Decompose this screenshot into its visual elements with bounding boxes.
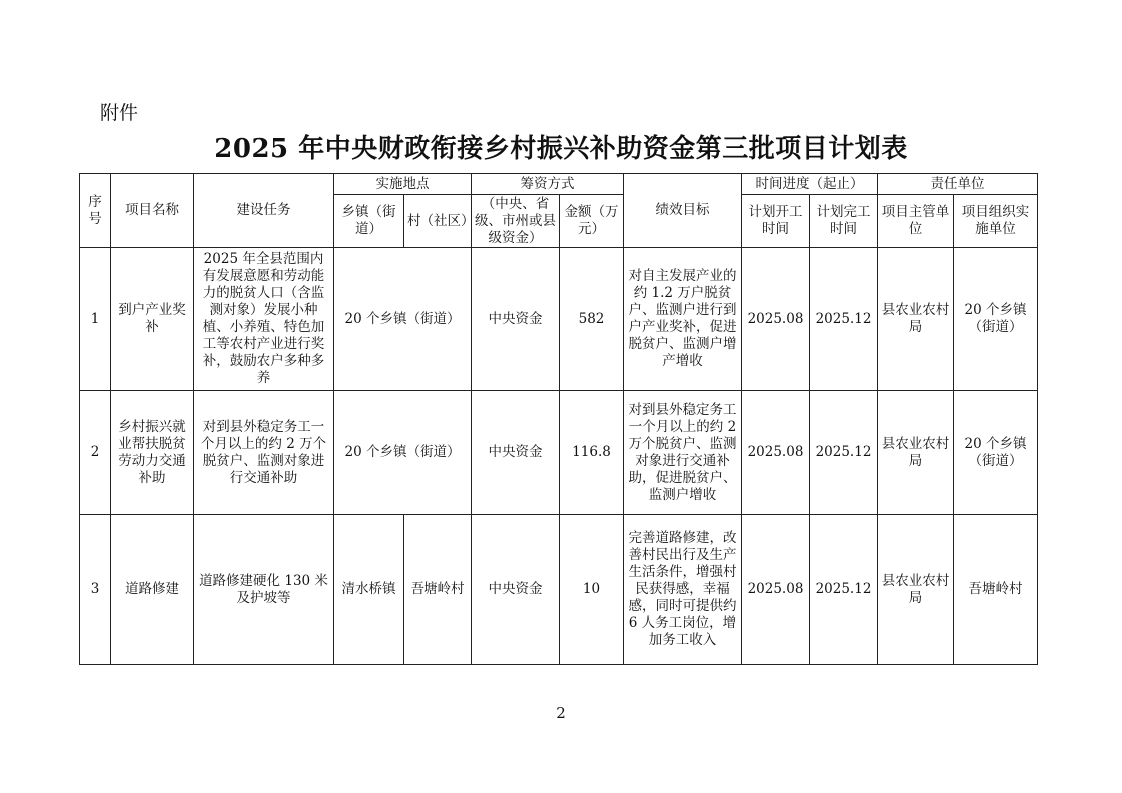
table-row (80, 515, 1038, 665)
header-task: 建设任务 (194, 174, 334, 248)
cell-project-name: 乡村振兴就业帮扶脱贫劳动力交通补助 (111, 391, 194, 515)
cell-end: 2025.12 (810, 391, 878, 515)
cell-seq: 3 (80, 515, 111, 665)
cell-implementer: 20 个乡镇（街道） (954, 391, 1038, 515)
cell-project-name: 到户产业奖补 (111, 248, 194, 391)
cell-amount: 116.8 (560, 391, 624, 515)
header-village: 村（社区） (404, 195, 472, 248)
cell-implementer: 20 个乡镇（街道） (954, 248, 1038, 391)
page-number: 2 (556, 704, 566, 722)
cell-source: 中央资金 (472, 391, 560, 515)
cell-end: 2025.12 (810, 248, 878, 391)
header-funding: 筹资方式 (472, 174, 624, 195)
cell-seq: 2 (80, 391, 111, 515)
header-source: （中央、省级、市州或县级资金） (472, 195, 560, 248)
header-town: 乡镇（街道） (334, 195, 404, 248)
cell-end: 2025.12 (810, 515, 878, 665)
cell-task: 2025 年全县范围内有发展意愿和劳动能力的脱贫人口（含监测对象）发展小种植、小养殖、特色加工等农村产业进行奖补，鼓励农户多种多养 (194, 248, 334, 391)
cell-source: 中央资金 (472, 515, 560, 665)
cell-town: 清水桥镇 (334, 515, 404, 665)
attachment-label: 附件 (100, 102, 139, 124)
header-implementer: 项目组织实施单位 (954, 195, 1038, 248)
header-seq: 序号 (80, 174, 111, 248)
page-title: 2025 年中央财政衔接乡村振兴补助资金第三批项目计划表 (214, 134, 908, 164)
table-row (80, 248, 1038, 391)
header-goal: 绩效目标 (624, 174, 742, 248)
cell-task: 道路修建硬化 130 米及护坡等 (194, 515, 334, 665)
cell-supervisor: 县农业农村局 (878, 391, 954, 515)
cell-supervisor: 县农业农村局 (878, 515, 954, 665)
header-project-name: 项目名称 (111, 174, 194, 248)
cell-amount: 10 (560, 515, 624, 665)
cell-village: 吾塘岭村 (404, 515, 472, 665)
cell-goal: 对到县外稳定务工一个月以上的约 2 万个脱贫户、监测对象进行交通补助，促进脱贫户、监测户增收 (624, 391, 742, 515)
cell-task: 对到县外稳定务工一个月以上的约 2 万个脱贫户、监测对象进行交通补助 (194, 391, 334, 515)
cell-location: 20 个乡镇（街道） (334, 391, 472, 515)
header-location: 实施地点 (334, 174, 472, 195)
cell-goal: 对自主发展产业的约 1.2 万户脱贫户、监测户进行到户产业奖补，促进脱贫户、监测户增产增收 (624, 248, 742, 391)
cell-start: 2025.08 (742, 391, 810, 515)
header-schedule: 时间进度（起止） (742, 174, 878, 195)
project-plan-table (79, 173, 1038, 665)
header-end: 计划完工时间 (810, 195, 878, 248)
cell-start: 2025.08 (742, 248, 810, 391)
cell-supervisor: 县农业农村局 (878, 248, 954, 391)
header-amount: 金额（万元） (560, 195, 624, 248)
cell-location: 20 个乡镇（街道） (334, 248, 472, 391)
cell-start: 2025.08 (742, 515, 810, 665)
cell-seq: 1 (80, 248, 111, 391)
cell-goal: 完善道路修建，改善村民出行及生产生活条件，增强村民获得感，幸福感，同时可提供约 6 人务工岗位，增加务工收入 (624, 515, 742, 665)
cell-project-name: 道路修建 (111, 515, 194, 665)
cell-implementer: 吾塘岭村 (954, 515, 1038, 665)
header-supervisor: 项目主管单位 (878, 195, 954, 248)
cell-amount: 582 (560, 248, 624, 391)
cell-source: 中央资金 (472, 248, 560, 391)
header-start: 计划开工时间 (742, 195, 810, 248)
table-row (80, 391, 1038, 515)
header-responsibility: 责任单位 (878, 174, 1038, 195)
